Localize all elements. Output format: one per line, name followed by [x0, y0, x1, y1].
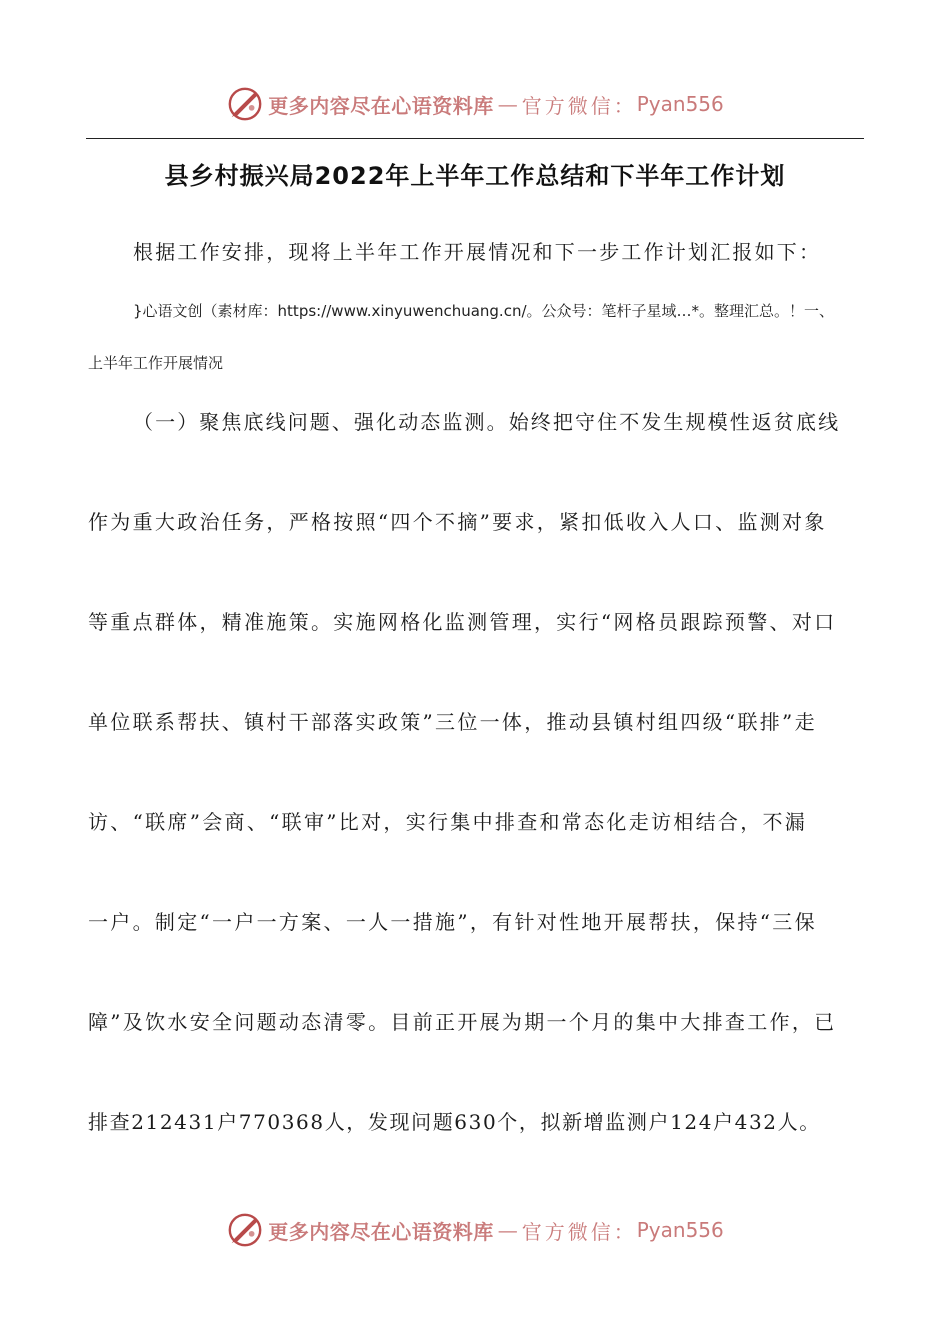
paragraph-line: 访、“联席”会商、“联审”比对，实行集中排查和常态化走访相结合，不漏: [88, 810, 808, 834]
header-banner: [0, 82, 950, 126]
banner-text: 更多内容尽在心语资料库: [268, 1219, 494, 1244]
paragraph-line: 一户。制定“一户一方案、一人一措施”，有针对性地开展帮扶，保持“三保: [88, 910, 817, 934]
paragraph-line: 等重点群体，精准施策。实施网格化监测管理，实行“网格员跟踪预警、对口: [88, 610, 837, 634]
paragraph-line: 障”及饮水安全问题动态清零。目前正开展为期一个月的集中大排查工作，已: [88, 1010, 837, 1034]
banner-text: 更多内容尽在心语资料库: [268, 93, 494, 118]
footer-banner: [0, 1208, 950, 1252]
pen-logo-icon: [226, 85, 264, 123]
banner-dash: —: [497, 92, 518, 116]
source-note: }心语文创（素材库：https://www.xinyuwenchuang.cn/。公众号：笔杆子星域…*。整理汇总。！一、: [133, 302, 835, 320]
banner-label: 官方微信：: [521, 1219, 637, 1244]
paragraph-line: 单位联系帮扶、镇村干部落实政策”三位一体，推动县镇村组四级“联排”走: [88, 710, 817, 734]
document-title: 县乡村振兴局2022年上半年工作总结和下半年工作计划: [164, 162, 786, 190]
pen-logo-icon: [226, 1211, 264, 1249]
banner-label: 官方微信：: [521, 93, 637, 118]
paragraph-line: 作为重大政治任务，严格按照“四个不摘”要求，紧扣低收入人口、监测对象: [88, 510, 827, 534]
paragraph-line: 排查212431户770368人，发现问题630个，拟新增监测户124户432人。: [88, 1110, 821, 1134]
section-heading: 上半年工作开展情况: [88, 354, 224, 372]
banner-wechat-id: Pyan556: [636, 1218, 724, 1242]
banner-wechat-id: Pyan556: [636, 92, 724, 116]
header-rule: [86, 138, 864, 139]
banner-dash: —: [497, 1218, 518, 1242]
intro-paragraph: 根据工作安排，现将上半年工作开展情况和下一步工作计划汇报如下：: [133, 240, 822, 264]
paragraph-line: （一）聚焦底线问题、强化动态监测。始终把守住不发生规模性返贫底线: [133, 410, 841, 434]
